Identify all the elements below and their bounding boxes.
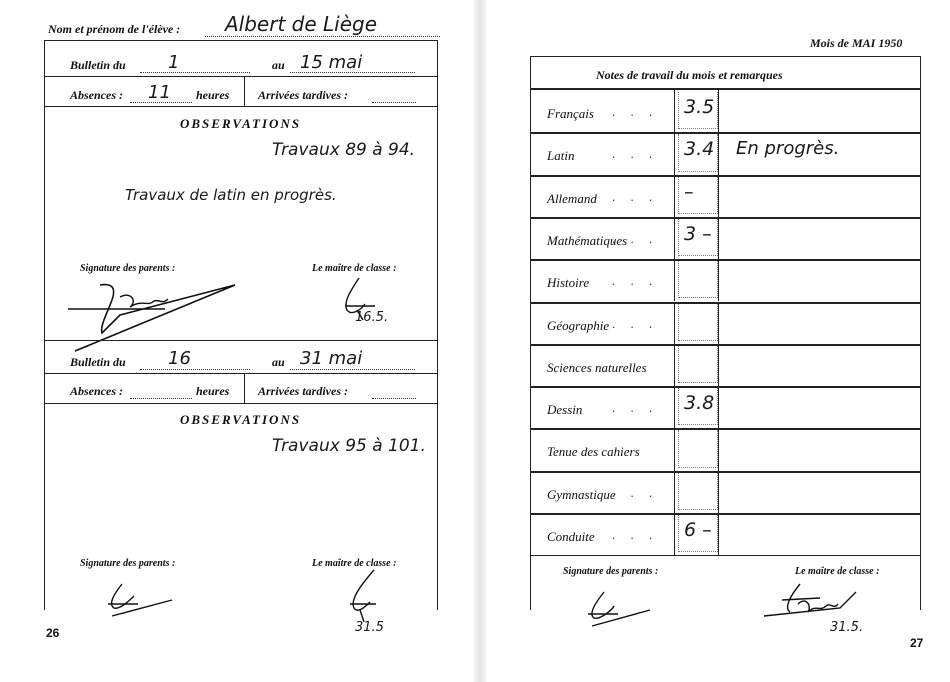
left-frame-left [44, 40, 45, 610]
grade-cell-divider [674, 259, 675, 301]
remark-cell-divider [718, 428, 719, 470]
grade-cell-divider [674, 428, 675, 470]
grade-cell-divider [674, 302, 675, 344]
remark-cell-divider [718, 90, 719, 132]
row-rule [530, 175, 921, 177]
table-frame-right [920, 56, 921, 610]
leader-dots: . . . [612, 104, 659, 119]
remark-cell-divider [718, 344, 719, 386]
bulletin2-parents-signature-label: Signature des parents : [80, 558, 176, 569]
grade-cell-divider [674, 217, 675, 259]
row-rule [530, 132, 921, 134]
remark-cell-divider [718, 513, 719, 555]
right-teacher-signature-label: Le maître de classe : [795, 566, 880, 577]
remark-cell-divider [718, 471, 719, 513]
remark-cell-divider [718, 217, 719, 259]
bulletin1-observations-title: OBSERVATIONS [180, 116, 302, 131]
bulletin2-absences-label: Absences : [70, 384, 123, 398]
student-name-label: Nom et prénom de l'élève : [48, 22, 181, 36]
remark-cell-divider [718, 386, 719, 428]
bulletin1-observation-1: Travaux 89 à 94. [272, 140, 416, 160]
table-title: Notes de travail du mois et remarques [596, 68, 783, 82]
left-frame-right [437, 40, 438, 610]
grade-cell-divider [674, 344, 675, 386]
row-rule [530, 555, 921, 556]
bulletin2-divider-bottom [44, 403, 438, 404]
row-rule [530, 513, 921, 515]
row-rule [530, 259, 921, 261]
bulletin1-observation-2: Travaux de latin en progrès. [125, 186, 337, 204]
bulletin1-to-value: 15 mai [300, 52, 363, 73]
row-rule [530, 302, 921, 304]
right-teacher-date: 31.5. [830, 620, 864, 635]
leader-dots: . . . [612, 315, 659, 331]
bulletin1-from-line [140, 72, 250, 73]
bulletin1-divider-bottom [44, 106, 438, 107]
bulletin1-col-divider [244, 77, 245, 107]
grade-cell-divider [674, 175, 675, 217]
bulletin1-from-value: 1 [168, 52, 180, 73]
bulletin2-hours-label: heures [196, 384, 230, 398]
table-frame-left [530, 56, 531, 610]
subject-name: Latin [547, 148, 575, 164]
grade-box [678, 473, 718, 510]
grade-cell-divider [674, 471, 675, 513]
subject-name: Dessin [547, 402, 583, 418]
table-header-rule [530, 88, 921, 90]
remark-cell-divider [718, 175, 719, 217]
bulletin2-teacher-signature [340, 568, 390, 624]
bulletin2-late-label: Arrivées tardives : [258, 384, 348, 398]
grade-value: – [684, 180, 694, 203]
grade-cell-divider [674, 513, 675, 555]
bulletin1-hours-label: heures [196, 88, 230, 102]
student-name-value: Albert de Liège [225, 12, 378, 36]
bulletin2-col-divider [244, 374, 245, 404]
left-frame-top [44, 40, 438, 41]
bulletin1-absences-label: Absences : [70, 88, 123, 102]
subject-name: Géographie [547, 317, 610, 333]
table-frame-top [530, 56, 921, 57]
bulletin2-from-value: 16 [168, 348, 191, 369]
subject-name: Français [547, 106, 594, 121]
bulletin1-teacher-date: 16.5. [355, 310, 389, 325]
grade-box [678, 430, 718, 467]
grade-box [678, 261, 718, 298]
bulletin1-parents-signature [60, 275, 250, 355]
leader-dots: . . . [612, 273, 659, 289]
leader-dots: . . . [612, 484, 659, 500]
subject-name: Tenue des cahiers [547, 444, 640, 460]
row-rule [530, 344, 921, 346]
bulletin1-divider-top [44, 76, 438, 77]
subject-name: Histoire [547, 275, 590, 291]
bulletin1-to-label: au [272, 58, 285, 72]
grade-value: 3.4 [684, 138, 715, 161]
bulletin2-from-line [140, 369, 250, 370]
remark-cell-divider [718, 259, 719, 301]
row-rule [530, 217, 921, 219]
bulletin1-late-label: Arrivées tardives : [258, 88, 348, 102]
grade-value: 6 – [684, 519, 712, 541]
subject-name: Gymnastique [547, 486, 616, 502]
row-rule [530, 428, 921, 430]
book-gutter [474, 0, 486, 682]
bulletin2-to-line [290, 369, 415, 370]
remark-value: En progrès. [736, 138, 840, 160]
right-teacher-signature [760, 580, 870, 624]
grade-value: 3 – [684, 222, 712, 245]
bulletin2-divider-top [44, 373, 438, 374]
bulletin1-teacher-signature-label: Le maître de classe : [312, 263, 397, 274]
student-name-line [205, 36, 440, 37]
bulletin2-teacher-signature-label: Le maître de classe : [312, 558, 397, 569]
bulletin2-parents-signature [100, 578, 180, 618]
bulletin1-label: Bulletin du [70, 58, 126, 72]
grade-value: 3.5 [684, 96, 715, 118]
leader-dots: . . . [612, 230, 659, 246]
leader-dots: . . . [612, 527, 659, 542]
right-parents-signature [582, 588, 662, 628]
bulletin1-late-line [372, 102, 416, 103]
bulletin2-observation-1: Travaux 95 à 101. [272, 436, 426, 456]
left-page-number: 26 [46, 626, 60, 640]
subject-name: Allemand [547, 190, 597, 206]
grade-cell-divider [674, 386, 675, 428]
bulletin2-late-line [372, 398, 416, 399]
month-label: Mois de MAI 1950 [810, 36, 903, 50]
grade-value: 3.8 [684, 392, 715, 415]
row-rule [530, 471, 921, 473]
grade-cell-divider [674, 132, 675, 174]
bulletin2-observations-title: OBSERVATIONS [180, 412, 302, 427]
bulletin2-absences-line [130, 398, 192, 399]
leader-dots: . . . [612, 146, 659, 162]
bulletin1-absences-value: 11 [148, 82, 171, 103]
subject-name: Sciences naturelles [547, 359, 647, 375]
bulletin2-to-label: au [272, 355, 285, 369]
bulletins-separator [44, 340, 438, 341]
leader-dots: . . . [612, 400, 659, 416]
right-parents-signature-label: Signature des parents : [563, 566, 659, 577]
right-page-number: 27 [910, 636, 924, 650]
remark-cell-divider [718, 302, 719, 344]
bulletin1-parents-signature-label: Signature des parents : [80, 263, 176, 274]
grade-box [678, 346, 718, 383]
grade-box [678, 304, 718, 341]
bulletin2-teacher-date: 31.5 [355, 620, 384, 635]
bulletin2-label: Bulletin du [70, 355, 126, 369]
bulletin2-to-value: 31 mai [300, 348, 363, 369]
leader-dots: . . . [612, 188, 659, 204]
remark-cell-divider [718, 132, 719, 174]
subject-name: Mathématiques [547, 232, 628, 248]
subject-name: Conduite [547, 529, 595, 544]
row-rule [530, 386, 921, 388]
grade-cell-divider [674, 90, 675, 132]
